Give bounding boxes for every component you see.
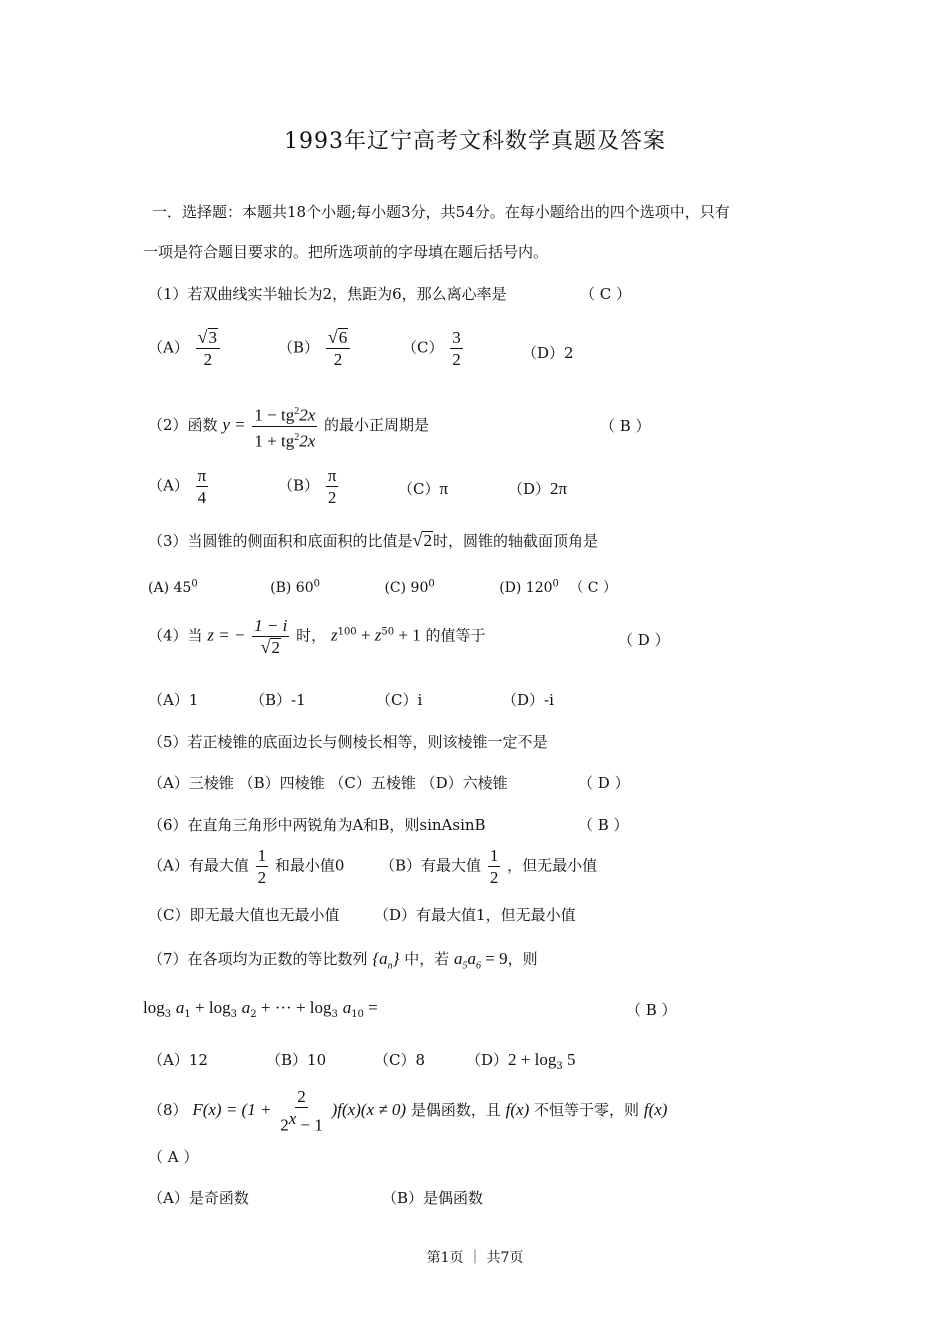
q1-option-b: （B） √ 6 2 [278, 328, 352, 369]
q4-option-c: （C）i [376, 691, 423, 709]
q4-option-b: （B）-1 [250, 691, 306, 709]
section-intro-line-2: 一项是符合题目要求的。把所选项前的字母填在题后括号内。 [143, 243, 549, 261]
q2-option-c: （C）π [398, 479, 449, 498]
q8-answer: （ A ） [148, 1148, 199, 1166]
q2-option-d: （D）2π [508, 479, 568, 498]
q4-answer: （ D ） [618, 631, 670, 649]
q6-option-c: （C）即无最大值也无最小值 [148, 906, 340, 924]
q8-option-b: （B）是偶函数 [382, 1189, 484, 1207]
q1-answer: （ C ） [580, 285, 632, 303]
q2-answer: （ B ） [600, 417, 651, 435]
q7-option-d: $(D)2 + \log_3 5$ [466, 1050, 576, 1072]
q3-option-c: (C) $90^0$ [384, 578, 435, 596]
q1-text: （1）若双曲线实半轴长为2，焦距为6，那么离心率是 [148, 285, 507, 303]
q3-option-b: (B) $60^0$ [270, 578, 320, 596]
q7-text: （7）在各项均为正数的等比数列 $\{a_n\}$ 中，若 $a_5a_6 = 9$，则 [148, 949, 538, 972]
q5-options: （A）三棱锥 （B）四棱锥 （C）五棱锥 （D）六棱锥 [148, 774, 508, 792]
q1-option-b-fraction: √ 6 2 [326, 328, 350, 369]
page-footer: 第1页 ｜ 共7页 [426, 1250, 524, 1266]
q8-fraction: $\frac{2}{2^x - 1}$ [280, 1087, 323, 1135]
q8-option-a: （A）是奇函数 [148, 1189, 249, 1207]
q7-option-c: （C）8 [374, 1051, 426, 1069]
q2-option-b: （B） $\frac{\pi}{2}$ [278, 466, 337, 507]
section-intro-line-1: 一．选择题：本题共18个小题;每小题3分，共54分。在每小题给出的四个选项中，只有 [152, 203, 730, 221]
q7-option-b: （B）10 [266, 1051, 327, 1069]
q6-option-d: （D）有最大值1，但无最小值 [374, 906, 576, 924]
q6-option-a: （A）有最大值 $\frac{1}{2}$ 和最小值0 [148, 846, 345, 887]
q3-text: （3）当圆锥的侧面积和底面积的比值是 √ 2 时，圆锥的轴截面顶角是 [148, 530, 598, 550]
q1-option-c: （C） $\frac{3}{2}$ [402, 328, 461, 369]
q3-answer: （ C ） [569, 579, 617, 596]
q7-option-a: （A）12 [148, 1051, 208, 1069]
q1-option-d: （D）2 [522, 344, 574, 362]
q7-answer: （ B ） [626, 1001, 677, 1019]
q3-option-a: (A) $45^0$ [148, 578, 198, 596]
q4-option-a: （A）1 [148, 691, 199, 709]
q3-option-d: (D) $120^0$ [499, 578, 559, 596]
q8-line: （8） F(x) = (1 + $\frac{2}{2^x - 1}$ )f(x)(x ≠ 0) 是偶函数，且 f(x) 不恒等于零，则 f(x) [148, 1087, 668, 1135]
q3-options [148, 574, 617, 598]
q2-line: （2）函数 y = $\frac{1 - tg^22x}{1 + tg^22x}$ 的最小正周期是 [148, 402, 429, 450]
q6-text: （6）在直角三角形中两锐角为A和B，则sinAsinB [148, 816, 486, 834]
q2-option-a: （A） $\frac{\pi}{4}$ [148, 466, 207, 507]
page-title: 1993年辽宁高考文科数学真题及答案 [284, 129, 666, 154]
q7-expression: $\log_3 a_1 + \log_3 a_2$ + ··· + $\log_3 a_{10}$ = [143, 998, 378, 1020]
q4-fraction: 1 − i √ 2 [254, 616, 288, 657]
q4-line: （4）当 z = − 1 − i √ 2 时， $z^{100} + z^{50} + 1$ 的值等于 [148, 616, 486, 657]
q2-function-fraction: $\frac{1 - tg^22x}{1 + tg^22x}$ [252, 402, 317, 450]
q1-option-c-fraction: $\frac{3}{2}$ [452, 328, 461, 369]
q1-option-a: （A） √ 3 2 [148, 328, 222, 369]
q4-option-d: （D）-i [502, 691, 554, 709]
q5-answer: （ D ） [578, 774, 630, 792]
q6-option-b: （B）有最大值 $\frac{1}{2}$ ，但无最小值 [380, 846, 598, 887]
q1-option-a-fraction: √ 3 2 [196, 328, 220, 369]
q6-answer: （ B ） [578, 816, 629, 834]
q5-text: （5）若正棱锥的底面边长与侧棱长相等，则该棱锥一定不是 [148, 733, 548, 751]
